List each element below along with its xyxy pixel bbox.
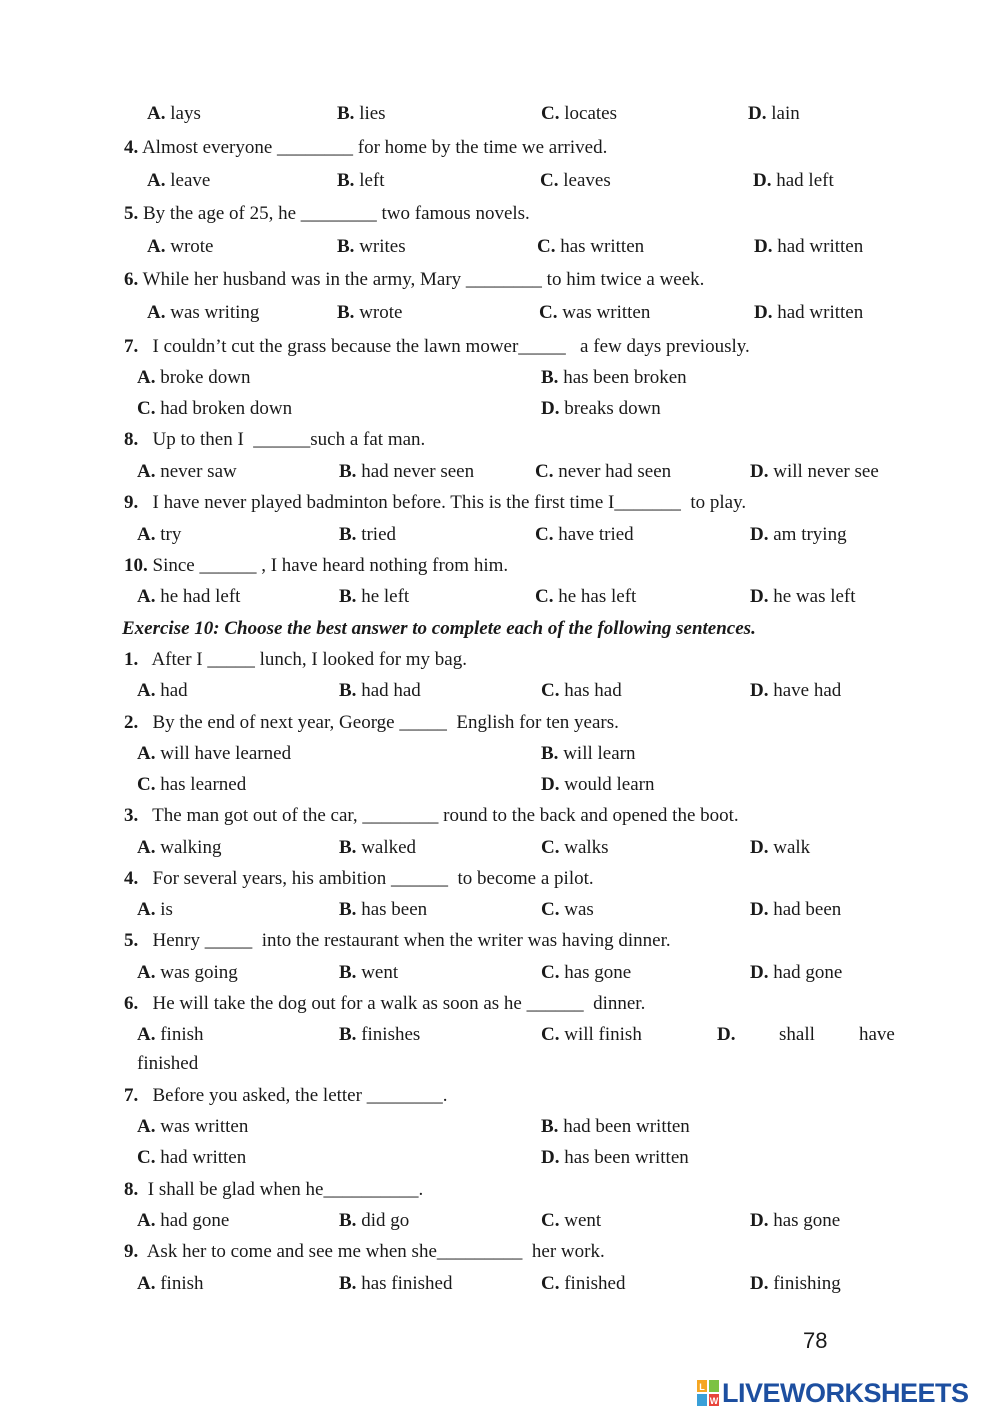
svg-text:W: W <box>709 1396 719 1406</box>
option-a[interactable]: A. lays <box>147 103 201 124</box>
question-text: 7. Before you asked, the letter ________. <box>124 1085 448 1106</box>
option-a[interactable]: A. was written <box>137 1116 249 1137</box>
option-a[interactable]: A. had gone <box>137 1210 230 1231</box>
option-d[interactable]: D. will never see <box>750 461 879 482</box>
option-c[interactable]: C. never had seen <box>535 461 672 482</box>
option-a[interactable]: A. broke down <box>137 367 251 388</box>
option-b[interactable]: B. had never seen <box>339 461 475 482</box>
option-a[interactable]: A. finish <box>137 1024 204 1045</box>
option-a[interactable]: A. walking <box>137 837 222 858</box>
page-number: 78 <box>803 1328 828 1353</box>
option-c[interactable]: C. went <box>541 1210 602 1231</box>
option-c[interactable]: C. leaves <box>540 170 611 191</box>
option-a[interactable]: A. leave <box>147 170 211 191</box>
option-c[interactable]: C. has had <box>541 680 622 701</box>
option-c[interactable]: C. will finish <box>541 1024 642 1045</box>
option-a[interactable]: A. was going <box>137 962 238 983</box>
question-text: 10. Since ______ , I have heard nothing from him. <box>124 555 509 576</box>
question-text: 2. By the end of next year, George _____ English for ten years. <box>124 712 619 733</box>
option-c[interactable]: C. has learned <box>137 774 247 795</box>
option-d[interactable]: D. walk <box>750 837 811 858</box>
question-text: 3. The man got out of the car, ________ round to the back and opened the boot. <box>124 805 739 826</box>
option-b[interactable]: B. tried <box>339 524 397 545</box>
option-d[interactable]: D. had written <box>754 236 864 257</box>
option-b[interactable]: B. has finished <box>339 1273 453 1294</box>
option-d[interactable]: D. has gone <box>750 1210 841 1231</box>
option-c[interactable]: C. locates <box>541 103 617 124</box>
option-b[interactable]: B. walked <box>339 837 417 858</box>
option-b[interactable]: B. has been <box>339 899 428 920</box>
option-d[interactable]: D. had written <box>754 302 864 323</box>
option-d[interactable]: D. had left <box>753 170 834 191</box>
option-b[interactable]: B. he left <box>339 586 410 607</box>
option-d-text[interactable]: have <box>859 1024 895 1045</box>
option-d[interactable]: D. had been <box>750 899 842 920</box>
question-text: 1. After I _____ lunch, I looked for my bag. <box>124 649 467 670</box>
option-d-label[interactable]: D. <box>717 1024 736 1045</box>
option-b[interactable]: B. lies <box>337 103 386 124</box>
question-text: 8. I shall be glad when he__________. <box>124 1179 424 1200</box>
option-d-text[interactable]: shall <box>779 1024 815 1045</box>
option-b[interactable]: B. left <box>337 170 385 191</box>
option-b[interactable]: B. had had <box>339 680 421 701</box>
option-b[interactable]: B. did go <box>339 1210 410 1231</box>
option-b[interactable]: B. has been broken <box>541 367 687 388</box>
option-a[interactable]: A. will have learned <box>137 743 292 764</box>
option-a[interactable]: A. is <box>137 899 173 920</box>
question-text: 9. I have never played badminton before. This is the first time I_______ to play. <box>124 492 747 513</box>
question-text: 4. Almost everyone ________ for home by the time we arrived. <box>124 137 608 158</box>
option-d[interactable]: D. would learn <box>541 774 655 795</box>
question-text: 5. By the age of 25, he ________ two famous novels. <box>124 203 530 224</box>
question-text: 7. I couldn’t cut the grass because the lawn mower_____ a few days previously. <box>124 336 750 357</box>
question-text: 9. Ask her to come and see me when she_________ her work. <box>124 1241 605 1262</box>
option-a[interactable]: A. wrote <box>147 236 214 257</box>
option-d-text[interactable]: finished <box>137 1053 199 1074</box>
option-b[interactable]: B. went <box>339 962 399 983</box>
option-d[interactable]: D. had gone <box>750 962 843 983</box>
liveworksheets-logo[interactable] <box>697 1378 969 1408</box>
option-a[interactable]: A. finish <box>137 1273 204 1294</box>
liveworksheets-logo-icon <box>697 1380 719 1406</box>
question-text: 6. He will take the dog out for a walk as soon as he ______ dinner. <box>124 993 646 1014</box>
option-c[interactable]: C. has gone <box>541 962 632 983</box>
question-text: 4. For several years, his ambition ______ to become a pilot. <box>124 868 594 889</box>
option-c[interactable]: C. have tried <box>535 524 634 545</box>
option-c[interactable]: C. had written <box>137 1147 247 1168</box>
option-a[interactable]: A. was writing <box>147 302 260 323</box>
option-d[interactable]: D. has been written <box>541 1147 689 1168</box>
option-b[interactable]: B. writes <box>337 236 406 257</box>
option-d[interactable]: D. finishing <box>750 1273 841 1294</box>
option-c[interactable]: C. was written <box>539 302 651 323</box>
option-b[interactable]: B. finishes <box>339 1024 421 1045</box>
option-a[interactable]: A. had <box>137 680 188 701</box>
option-b[interactable]: B. had been written <box>541 1116 690 1137</box>
option-d[interactable]: D. have had <box>750 680 842 701</box>
option-c[interactable]: C. finished <box>541 1273 626 1294</box>
question-text: 8. Up to then I ______such a fat man. <box>124 429 426 450</box>
question-text: 6. While her husband was in the army, Mary ________ to him twice a week. <box>124 269 705 290</box>
option-b[interactable]: B. wrote <box>337 302 403 323</box>
liveworksheets-logo-text: LIVEWORKSHEETS <box>722 1377 969 1408</box>
option-a[interactable]: A. never saw <box>137 461 237 482</box>
option-d[interactable]: D. am trying <box>750 524 847 545</box>
option-c[interactable]: C. had broken down <box>137 398 293 419</box>
svg-text:L: L <box>699 1382 705 1392</box>
option-b[interactable]: B. will learn <box>541 743 636 764</box>
option-c[interactable]: C. was <box>541 899 594 920</box>
option-a[interactable]: A. try <box>137 524 182 545</box>
option-c[interactable]: C. he has left <box>535 586 637 607</box>
option-d[interactable]: D. lain <box>748 103 800 124</box>
option-c[interactable]: C. walks <box>541 837 609 858</box>
option-a[interactable]: A. he had left <box>137 586 241 607</box>
question-text: 5. Henry _____ into the restaurant when the writer was having dinner. <box>124 930 671 951</box>
exercise-heading: Exercise 10: Choose the best answer to complete each of the following sentences. <box>122 618 756 639</box>
option-d[interactable]: D. he was left <box>750 586 856 607</box>
option-c[interactable]: C. has written <box>537 236 645 257</box>
option-d[interactable]: D. breaks down <box>541 398 661 419</box>
